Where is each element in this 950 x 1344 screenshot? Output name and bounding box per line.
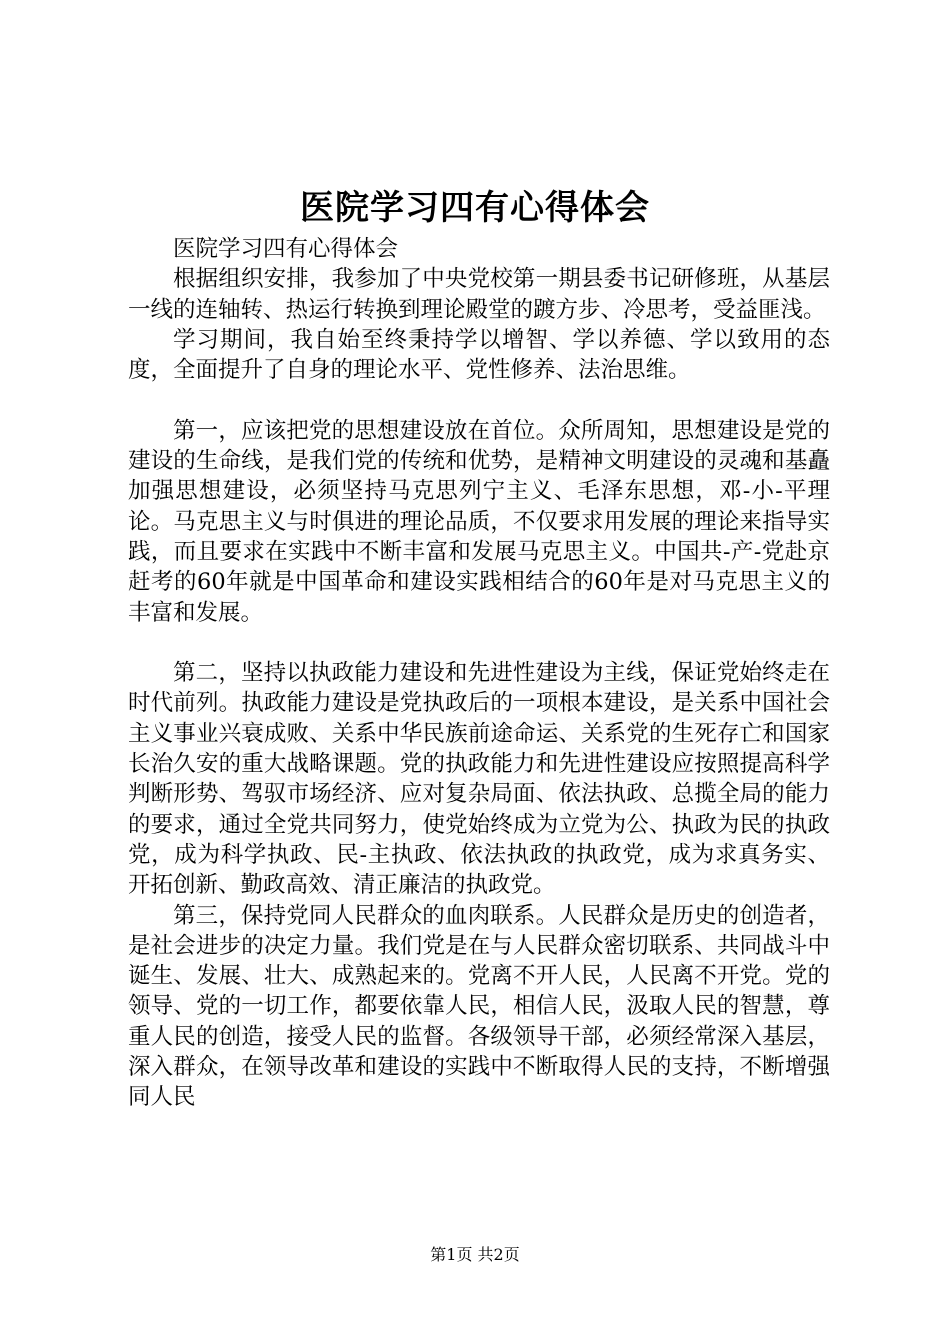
point-two-paragraph: 第二，坚持以执政能力建设和先进性建设为主线，保证党始终走在时代前列。执政能力建设是党执政后的一项根本建设，是关系中国社会主义事业兴衰成败、关系中华民族前途命运、关系党的生死存亡和国家长治久安的重大战略课题。党的执政能力和先进性建设应按照提高科学判断形势、驾驭市场经济、应对复杂局面、依法执政、总揽全局的能力的要求，通过全党共同努力，使党始终成为立党为公、执政为民的执政党，成为科学执政、民-主执政、依法执政的执政党，成为求真务实、开拓创新、勤政高效、清正廉洁的执政党。 (128, 660, 830, 899)
page-footer: 第1页 共2页 (430, 1245, 520, 1264)
subtitle-paragraph: 医院学习四有心得体会 (173, 236, 399, 262)
intro-paragraph: 根据组织安排，我参加了中央党校第一期县委书记研修班，从基层一线的连轴转、热运行转换到理论殿堂的踱方步、冷思考，受益匪浅。 (128, 266, 830, 323)
document-body (128, 234, 830, 1113)
point-three-paragraph: 第三，保持党同人民群众的血肉联系。人民群众是历史的创造者，是社会进步的决定力量。我们党是在与人民群众密切联系、共同战斗中诞生、发展、壮大、成熟起来的。党离不开人民，人民离不开党。党的领导、党的一切工作，都要依靠人民，相信人民，汲取人民的智慧，尊重人民的创造，接受人民的监督。各级领导干部，必须经常深入基层，深入群众，在领导改革和建设的实践中不断取得人民的支持，不断增强同人民 (128, 902, 830, 1111)
document-title: 医院学习四有心得体会 (300, 188, 650, 228)
study-paragraph: 学习期间，我自始至终秉持学以增智、学以养德、学以致用的态度，全面提升了自身的理论水平、党性修养、法治思维。 (128, 326, 830, 384)
paragraph-gap (128, 385, 830, 415)
point-one-paragraph: 第一，应该把党的思想建设放在首位。众所周知，思想建设是党的建设的生命线，是我们党的传统和优势，是精神文明建设的灵魂和基矗加强思想建设，必须坚持马克思列宁主义、毛泽东思想，邓-小-平理论。马克思主义与时俱进的理论品质，不仅要求用发展的理论来指导实践，而且要求在实践中不断丰富和发展马克思主义。中国共-产-党赴京赶考的60年就是中国革命和建设实践相结合的60年是对马克思主义的丰富和发展。 (128, 417, 830, 626)
paragraph-gap (128, 628, 830, 658)
